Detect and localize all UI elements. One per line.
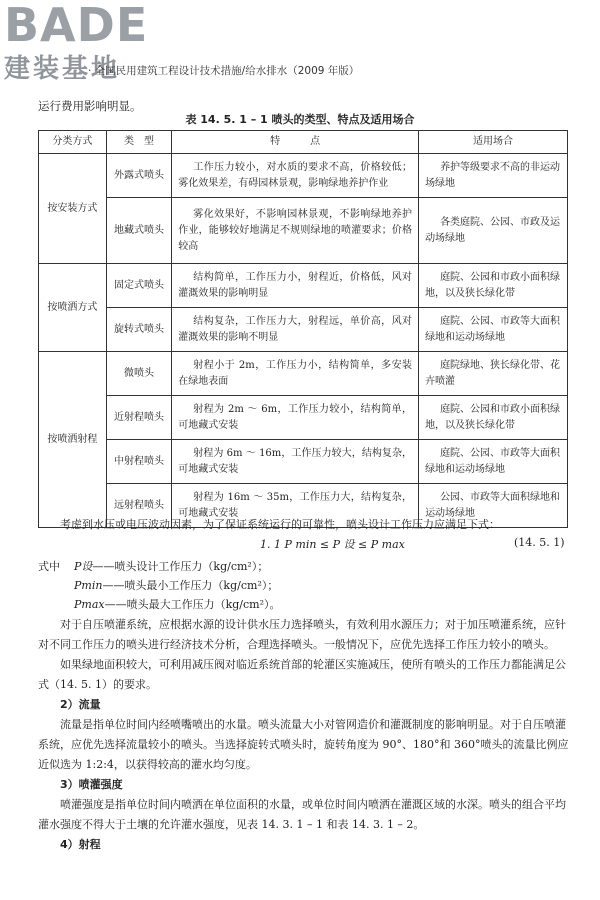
table-caption: 表 14. 5. 1 – 1 喷头的类型、特点及适用场合 [185,113,415,126]
use-cell: 庭院、公园和市政小面积绿地，以及狭长绿化带 [419,396,568,440]
group-cell: 按安装方式 [39,154,107,264]
type-cell: 远射程喷头 [106,484,172,528]
table-header-cell: 适用场合 [419,131,568,154]
table-row [39,352,568,396]
paragraph-text: 喷灌强度是指单位时间内喷洒在单位面积的水量，或单位时间内喷洒在灌溉区域的水深。喷头的组合平均灌水强度不得大于土壤的允许灌水强度，见表 14. 3. 1 – 1 和表 14. 3. 1 – 2。 [38,798,566,831]
use-cell: 各类庭院、公园、市政及运动场绿地 [419,198,568,264]
use-cell: 庭院绿地、狭长绿化带、花卉喷灌 [419,352,568,396]
running-header: · 全国民用建筑工程设计技术措施/给水排水（2009 年版） [88,65,360,77]
formula-definitions [38,557,281,614]
continuation-text: 运行费用影响明显。 [38,99,142,113]
feature-cell: 射程为 2m ～ 6m，工作压力较小，结构简单，可地藏式安装 [172,396,419,440]
paragraph [38,515,570,535]
sprinkler-type-table [38,130,568,528]
table-header-cell: 分类方式 [39,131,107,154]
table-row [39,396,568,440]
feature-cell: 结构复杂，工作压力大，射程远，单价高，风对灌溉效果的影响不明显 [172,308,419,352]
feature-cell: 射程为 16m ～ 35m，工作压力大，结构复杂，可地藏式安装 [172,484,419,528]
type-cell: 中射程喷头 [106,440,172,484]
paragraph-text: 流量是指单位时间内经喷嘴喷出的水量。喷头流量大小对管网造价和灌溉制度的影响明显。对于自压喷灌系统，应优先选择流量较小的喷头。当选择旋转式喷头时，旋转角度为 90°、180°和 360°喷头的流量比例应近似选为 1:2:4，以获得较高的灌水均匀度。 [38,718,569,771]
table-row [39,440,568,484]
table-row [39,198,568,264]
table-header-row [39,131,568,154]
body-paragraphs [38,615,570,855]
group-cell: 按喷洒方式 [39,264,107,352]
type-cell: 固定式喷头 [106,264,172,308]
feature-cell: 雾化效果好，不影响园林景观，不影响绿地养护作业，能够较好地满足不规则绿地的喷灌要求；价格较高 [172,198,419,264]
table-row [39,154,568,198]
paragraph-text: 如果绿地面积较大，可利用减压阀对临近系统首部的轮灌区实施减压，使所有喷头的工作压力都能满足公式（14. 5. 1）的要求。 [38,658,566,691]
definition-row: Pmin——喷头最小工作压力（kg/cm²）； [74,579,279,592]
type-cell: 近射程喷头 [106,396,172,440]
group-cell: 按喷洒射程 [39,352,107,528]
feature-cell: 工作压力较小，对水质的要求不高，价格较低；雾化效果差，有碍园林景观，影响绿地养护作业 [172,154,419,198]
type-cell: 地藏式喷头 [106,198,172,264]
paragraph-text: 对于自压喷灌系统，应根据水源的设计供水压力选择喷头，有效利用水源压力；对于加压喷灌系统，应针对不同工作压力的喷头进行经济技术分析，合理选择喷头。一般情况下，应优先选择工作压力较小的喷头。 [38,618,566,651]
table-header-cell: 特 点 [172,131,419,154]
use-cell: 养护等级要求不高的非运动场绿地 [419,154,568,198]
watermark-logo: BADE [4,0,149,52]
type-cell: 微喷头 [106,352,172,396]
section-heading: 2）流量 [60,698,101,711]
use-cell: 庭院、公园、市政等大面积绿地和运动场绿地 [419,308,568,352]
paragraph-text: 考虑到水压或电压波动因素，为了保证系统运行的可靠性，喷头设计工作压力应满足下式： [60,518,500,531]
use-cell: 公园、市政等大面积绿地和运动场绿地 [419,484,568,528]
formula-expression: 1. 1 P min ≤ P 设 ≤ P max [260,538,405,551]
table-header-cell: 类 型 [106,131,172,154]
section-heading: 4）射程 [60,838,101,851]
type-cell: 旋转式喷头 [106,308,172,352]
use-cell: 庭院、公园和市政小面积绿地，以及狭长绿化带 [419,264,568,308]
table-row [39,264,568,308]
definition-row: Pmax——喷头最大工作压力（kg/cm²）。 [74,598,281,611]
feature-cell: 射程为 6m ～ 16m，工作压力较大，结构复杂，可地藏式安装 [172,440,419,484]
table-row [39,308,568,352]
definition-row: 式中 P设——喷头设计工作压力（kg/cm²）； [38,560,269,573]
type-cell: 外露式喷头 [106,154,172,198]
use-cell: 庭院、公园、市政等大面积绿地和运动场绿地 [419,440,568,484]
section-heading: 3）喷灌强度 [60,778,123,791]
feature-cell: 结构简单，工作压力小，射程近，价格低，风对灌溉效果的影响明显 [172,264,419,308]
watermark-logo-text: 建装基地 [4,54,121,84]
feature-cell: 射程小于 2m，工作压力小，结构简单，多安装在绿地表面 [172,352,419,396]
formula-number: (14. 5. 1) [514,536,565,549]
